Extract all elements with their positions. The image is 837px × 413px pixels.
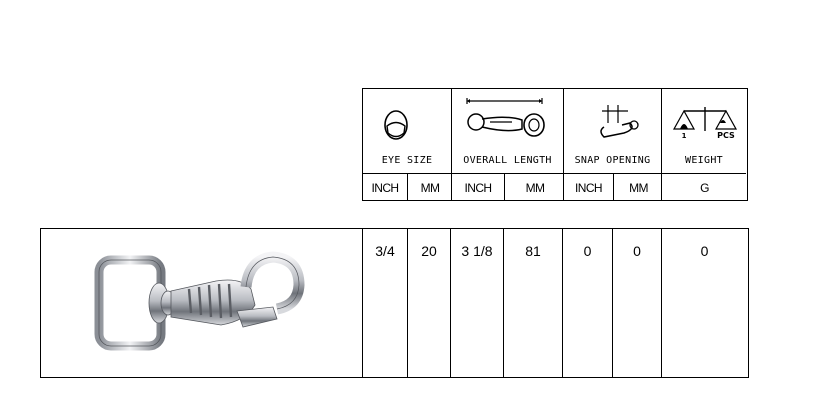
overall-length-mm-value: 81	[503, 229, 562, 377]
snap-opening-mm-unit: MM	[613, 174, 663, 201]
snap-hook-length-icon	[452, 89, 564, 149]
overall-length-label: OVERALL LENGTH	[463, 155, 552, 166]
eye-size-inch-unit: INCH	[371, 180, 399, 195]
weight-label: WEIGHT	[685, 155, 723, 166]
scale-count-text: 1	[681, 132, 687, 140]
weight-g-unit: G	[700, 180, 709, 195]
eye-size-label: EYE SIZE	[381, 155, 433, 166]
snap-opening-column	[563, 89, 661, 200]
swivel-snap-hook-icon	[41, 229, 362, 376]
product-image-cell	[41, 229, 362, 377]
snap-opening-mm-value: 0	[612, 229, 661, 377]
overall-length-inch-value: 3 1/8	[450, 229, 503, 377]
weight-column	[661, 89, 746, 200]
scale-pcs-text: PCS	[717, 131, 735, 140]
eye-size-inch-value: 3/4	[362, 229, 407, 377]
ring-eye-icon	[363, 89, 451, 149]
snap-opening-inch-unit: INCH	[575, 180, 602, 195]
overall-length-column	[451, 89, 563, 200]
snap-opening-inch-value: 0	[562, 229, 612, 377]
snap-opening-icon	[564, 89, 662, 149]
scale-pcs-icon	[662, 89, 747, 149]
eye-size-mm-value: 20	[407, 229, 450, 377]
eye-size-column	[363, 89, 451, 200]
snap-opening-label: SNAP OPENING	[574, 155, 651, 166]
overall-length-mm-unit: MM	[504, 174, 565, 201]
product-row	[40, 228, 749, 378]
weight-value: 0	[661, 229, 747, 377]
eye-size-mm-unit: MM	[407, 174, 452, 201]
overall-length-inch-unit: INCH	[464, 180, 492, 195]
spec-header-table	[362, 88, 748, 201]
